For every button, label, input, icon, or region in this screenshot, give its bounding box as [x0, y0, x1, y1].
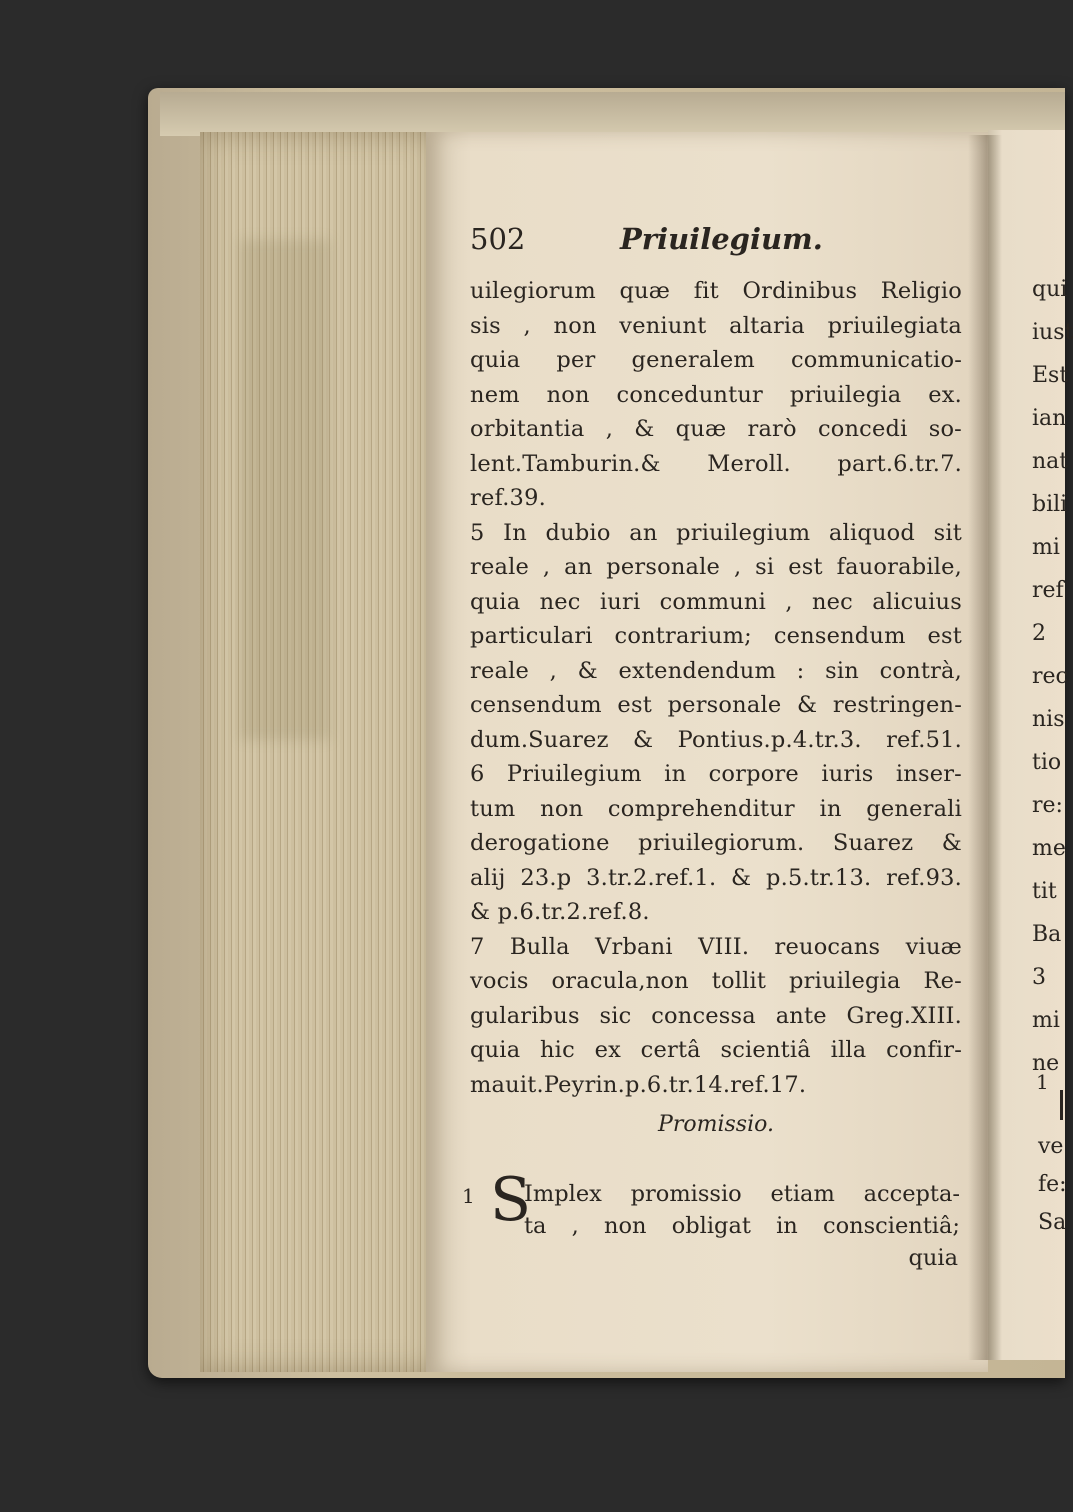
- fragment: nat: [1032, 449, 1069, 474]
- text-line: ta , non obligat in conscientiâ;: [524, 1213, 960, 1239]
- text-line: reale , & extendendum : sin contrà,: [470, 657, 962, 684]
- text-line: ref.39.: [470, 485, 546, 511]
- text-line: nem non conceduntur priuilegia ex.: [470, 381, 962, 408]
- fragment: tit: [1032, 879, 1057, 904]
- text-line: & p.6.tr.2.ref.8.: [470, 899, 650, 925]
- drop-cap: S: [490, 1165, 532, 1235]
- fragment: Ba: [1032, 922, 1062, 947]
- text-line: vocis oracula,non tollit priuilegia Re-: [470, 968, 962, 994]
- fragment: me: [1032, 836, 1066, 861]
- text-line: censendum est personale & restringen-: [470, 692, 962, 718]
- cover-head-edge: [160, 92, 1065, 136]
- running-head: [470, 222, 823, 256]
- section-heading: Promissio.: [658, 1112, 774, 1137]
- book-gutter: [968, 135, 1002, 1360]
- fragment: ne: [1032, 1051, 1060, 1076]
- running-title: Priuilegium.: [620, 222, 823, 256]
- text-line: quia hic ex certâ scientiâ illa confir-: [470, 1037, 962, 1063]
- text-line: particulari contrarium; censendum est: [470, 623, 962, 649]
- facing-item-number: 1: [1036, 1070, 1049, 1094]
- fragment: re:: [1032, 793, 1063, 818]
- item-number: 1: [462, 1184, 475, 1208]
- text-line: dum.Suarez & Pontius.p.4.tr.3. ref.51.: [470, 726, 962, 753]
- text-line: tum non comprehenditur in generali: [470, 795, 962, 822]
- text-line: 6 Priuilegium in corpore iuris inser-: [470, 761, 962, 787]
- catchword: quia: [908, 1245, 958, 1271]
- body-text: [470, 274, 962, 1102]
- fragment: 2: [1032, 621, 1046, 646]
- fragment: ref: [1032, 578, 1064, 603]
- fragment: mi: [1032, 1008, 1060, 1033]
- text-line: reale , an personale , si est fauorabile,: [470, 554, 962, 580]
- text-line: quia per generalem communicatio-: [470, 347, 962, 373]
- facing-rule: [1060, 1090, 1063, 1120]
- fragment: tio: [1032, 750, 1062, 775]
- fragment: Sa: [1038, 1210, 1067, 1235]
- text-line: derogatione priuilegiorum. Suarez &: [470, 830, 962, 856]
- fragment: ian: [1032, 406, 1067, 431]
- fragment: ve: [1038, 1134, 1064, 1159]
- fragment: Est: [1032, 363, 1069, 388]
- fragment: mi: [1032, 535, 1060, 560]
- facing-page-fragments-bottom: [1038, 1128, 1068, 1242]
- text-line: mauit.Peyrin.p.6.tr.14.ref.17.: [470, 1071, 807, 1098]
- text-line: alij 23.p 3.tr.2.ref.1. & p.5.tr.13. ref.93.: [470, 864, 962, 891]
- fragment: iust: [1032, 320, 1073, 345]
- page-stain: [240, 240, 330, 740]
- fragment: rec: [1032, 664, 1068, 689]
- text-line: orbitantia , & quæ rarò concedi so-: [470, 416, 962, 442]
- fragment: bili: [1032, 492, 1068, 517]
- fragment: 3: [1032, 965, 1046, 990]
- text-line: gularibus sic concessa ante Greg.XIII.: [470, 1002, 962, 1029]
- fragment: qui: [1032, 277, 1068, 302]
- fragment: nis: [1032, 707, 1065, 732]
- text-line: lent.Tamburin.& Meroll. part.6.tr.7.: [470, 450, 962, 477]
- facing-page-fragments: [1032, 268, 1072, 1085]
- text-line: uilegiorum quæ fit Ordinibus Religio: [470, 278, 962, 304]
- text-line: sis , non veniunt altaria priuilegiata: [470, 312, 962, 339]
- text-line: 7 Bulla Vrbani VIII. reuocans viuæ: [470, 933, 962, 960]
- text-line: Implex promissio etiam accepta-: [524, 1181, 960, 1207]
- page-number: 502: [470, 222, 526, 256]
- fragment: fe:: [1038, 1172, 1067, 1197]
- text-line: quia nec iuri communi , nec alicuius: [470, 588, 962, 615]
- text-line: 5 In dubio an priuilegium aliquod sit: [470, 519, 962, 546]
